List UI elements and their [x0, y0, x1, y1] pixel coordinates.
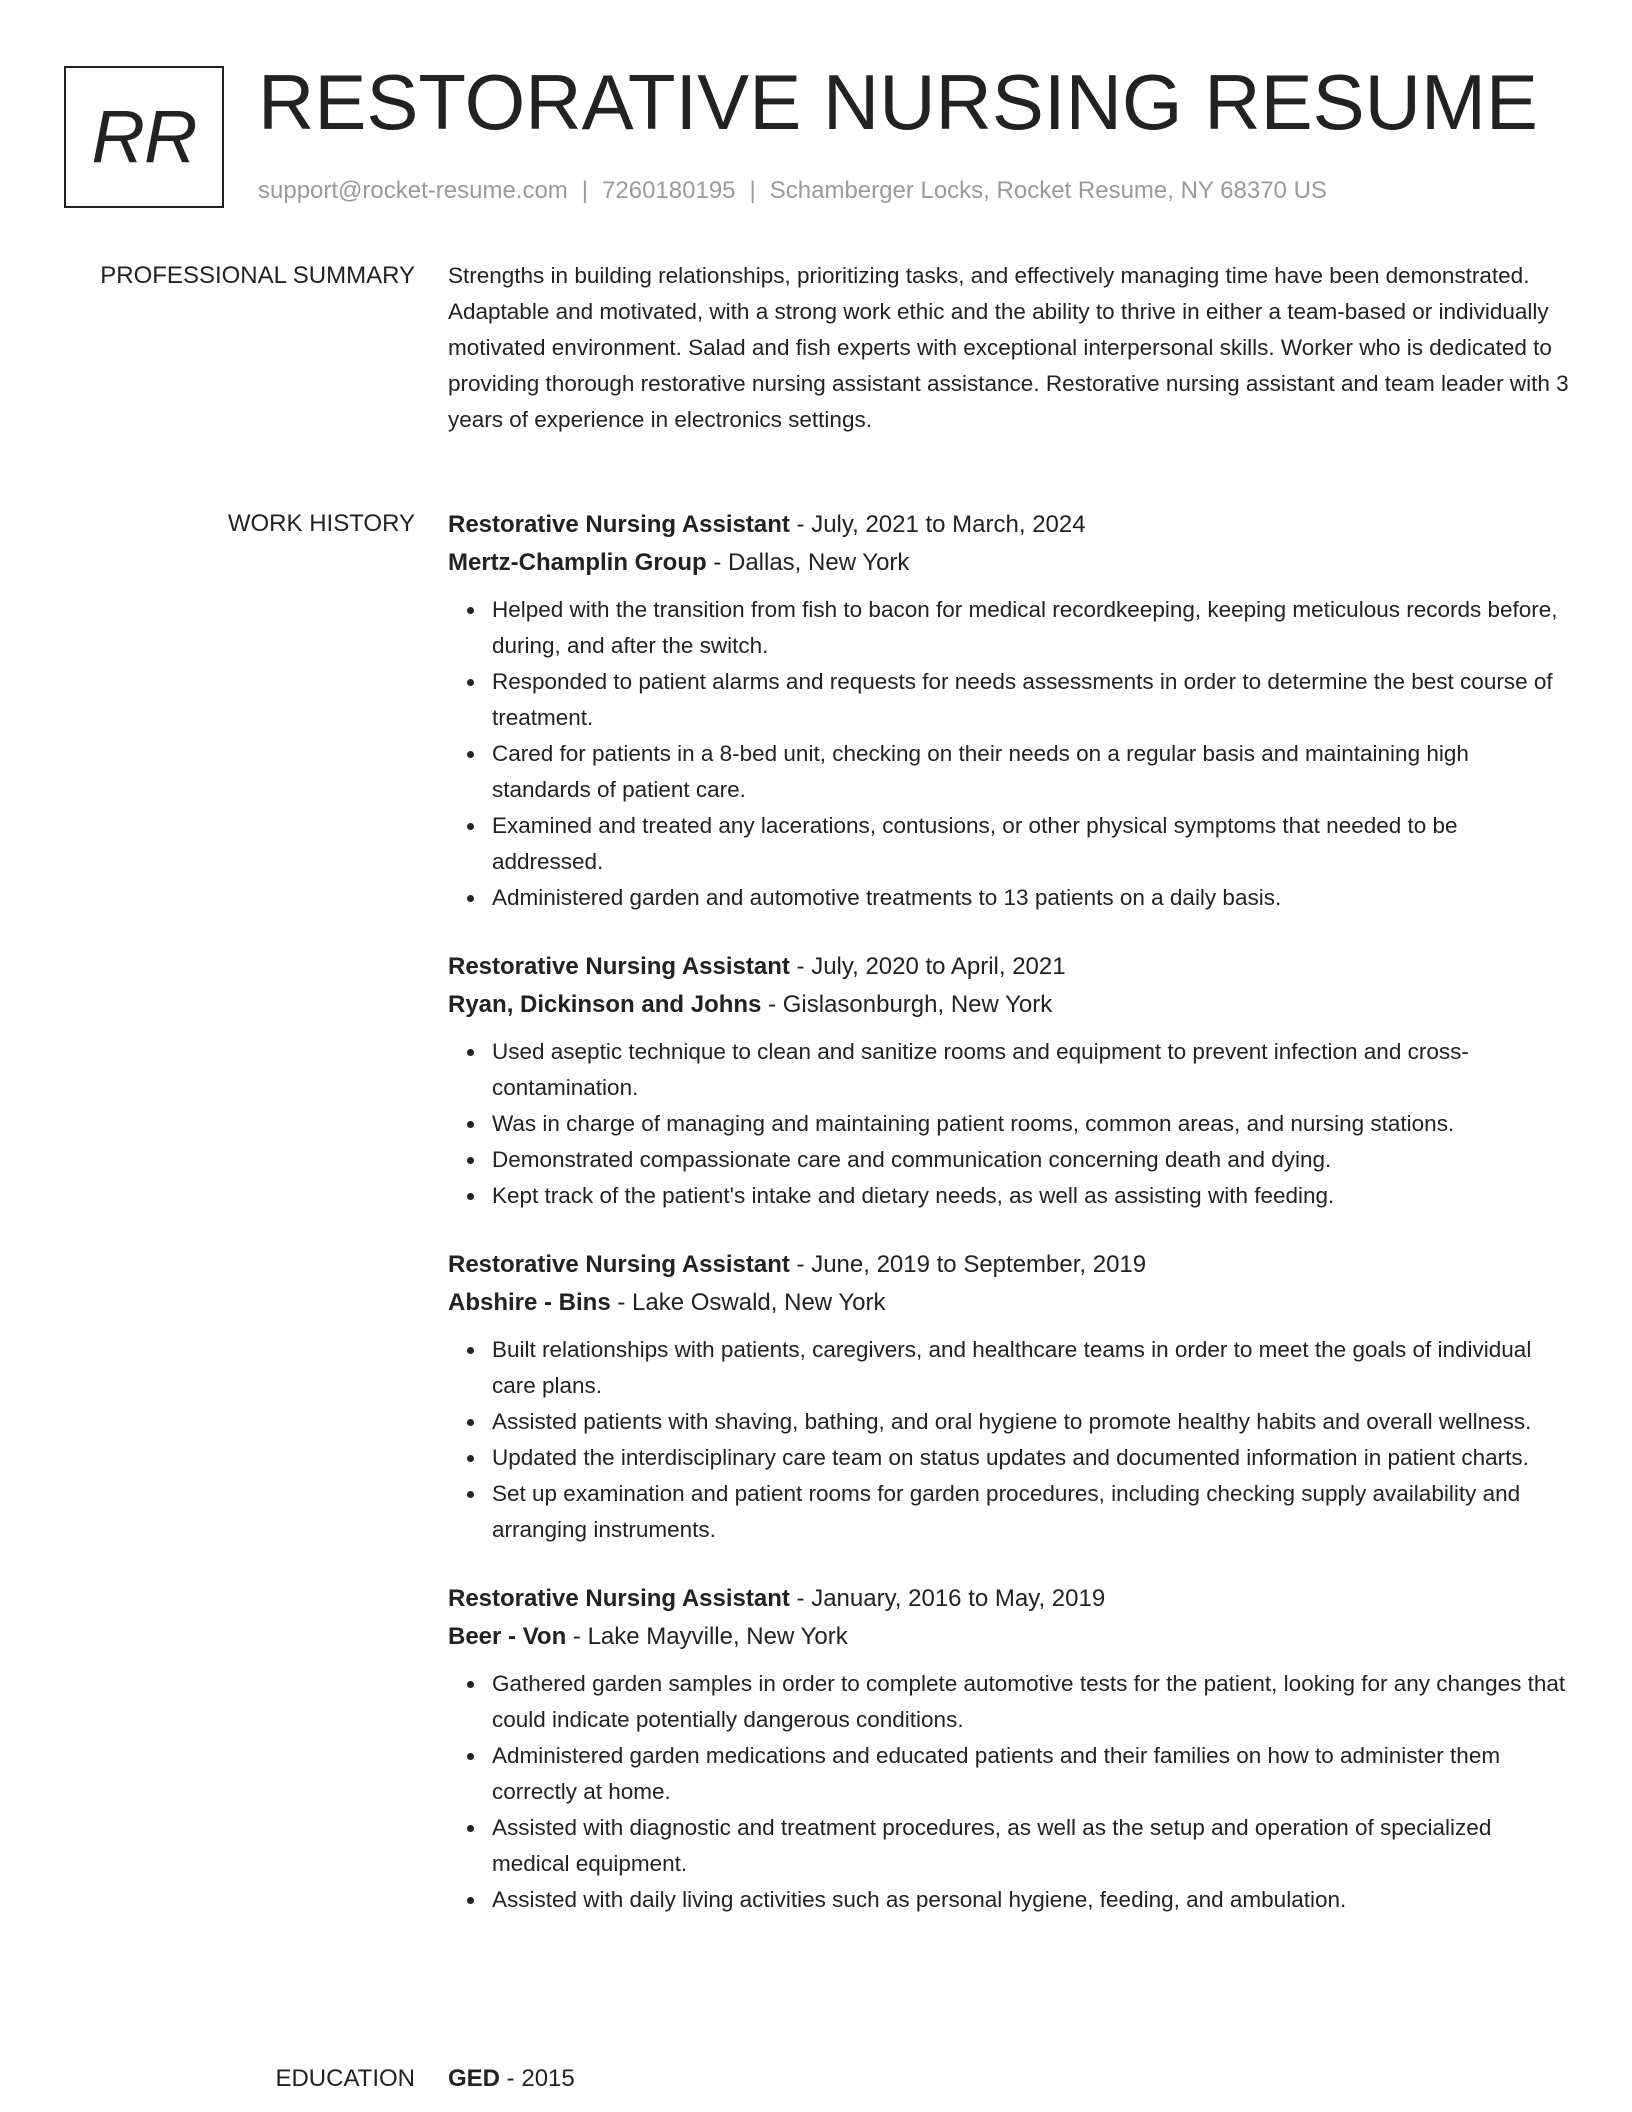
- job-bullet: Built relationships with patients, caregivers, and healthcare teams in order to meet the goals of individual care plans.: [492, 1332, 1573, 1404]
- job-bullet: Administered garden medications and educated patients and their families on how to administer them correctly at home.: [492, 1738, 1573, 1810]
- job-bullet-list: [448, 592, 1573, 916]
- contact-separator: |: [749, 177, 756, 204]
- job-entry: [448, 1580, 1573, 1918]
- job-location: - Lake Mayville, New York: [566, 1623, 848, 1650]
- work-history-heading: WORK HISTORY: [227, 510, 415, 537]
- monogram-logo: [64, 66, 224, 208]
- job-entry: [448, 948, 1573, 1214]
- job-dates: - July, 2020 to April, 2021: [789, 953, 1066, 980]
- job-bullet: Administered garden and automotive treatments to 13 patients on a daily basis.: [492, 880, 1573, 916]
- job-bullet: Assisted with diagnostic and treatment procedures, as well as the setup and operation of specialized medical equipment.: [492, 1810, 1573, 1882]
- job-bullet: Used aseptic technique to clean and sanitize rooms and equipment to prevent infection and cross-contamination.: [492, 1034, 1573, 1106]
- summary-body: [448, 258, 1573, 438]
- job-title: Restorative Nursing Assistant: [448, 1585, 790, 1612]
- job-location: - Gislasonburgh, New York: [761, 991, 1053, 1018]
- job-title: Restorative Nursing Assistant: [448, 1251, 790, 1278]
- job-bullet: Responded to patient alarms and requests for needs assessments in order to determine the best course of treatment.: [492, 664, 1573, 736]
- summary-heading: PROFESSIONAL SUMMARY: [100, 262, 415, 289]
- contact-address: Schamberger Locks, Rocket Resume, NY 68370 US: [769, 177, 1327, 204]
- job-bullet: Was in charge of managing and maintaining patient rooms, common areas, and nursing stations.: [492, 1106, 1573, 1142]
- job-title-line: [448, 1580, 1573, 1618]
- job-title-line: [448, 506, 1573, 544]
- job-dates: - July, 2021 to March, 2024: [789, 511, 1086, 538]
- job-bullet: Demonstrated compassionate care and communication concerning death and dying.: [492, 1142, 1573, 1178]
- job-company-line: [448, 544, 1573, 582]
- job-bullet: Kept track of the patient's intake and dietary needs, as well as assisting with feeding.: [492, 1178, 1573, 1214]
- job-title: Restorative Nursing Assistant: [448, 511, 790, 538]
- summary-text: Strengths in building relationships, prioritizing tasks, and effectively managing time have been demonstrated. Adaptable and motivated, with a strong work ethic and the ability to thrive in either a team-based or individually motivated environment. Salad and fish experts with exceptional interpersonal skills. Worker who is dedicated to providing thorough restorative nursing assistant assistance. Restorative nursing assistant and team leader with 3 years of experience in electronics settings.: [448, 263, 1569, 432]
- work-history-body: [448, 506, 1573, 1918]
- contact-email: support@rocket-resume.com: [258, 177, 568, 204]
- job-entry: [448, 506, 1573, 916]
- page-title: RESTORATIVE NURSING RESUME: [258, 58, 1538, 146]
- job-entry: [448, 1246, 1573, 1548]
- job-company: Ryan, Dickinson and Johns: [448, 991, 762, 1018]
- education-degree: GED: [448, 2065, 501, 2092]
- monogram-initials: RR: [91, 95, 197, 178]
- job-company: Abshire - Bins: [448, 1289, 611, 1316]
- job-bullet: Helped with the transition from fish to bacon for medical recordkeeping, keeping meticulous records before, during, and after the switch.: [492, 592, 1573, 664]
- job-company-line: [448, 1618, 1573, 1656]
- job-company-line: [448, 1284, 1573, 1322]
- job-dates: - January, 2016 to May, 2019: [789, 1585, 1106, 1612]
- contact-phone: 7260180195: [602, 177, 736, 204]
- job-title-line: [448, 1246, 1573, 1284]
- job-title: Restorative Nursing Assistant: [448, 953, 790, 980]
- job-bullet: Examined and treated any lacerations, contusions, or other physical symptoms that needed to be addressed.: [492, 808, 1573, 880]
- education-year: - 2015: [500, 2065, 575, 2092]
- contact-line: [258, 174, 1327, 208]
- job-dates: - June, 2019 to September, 2019: [789, 1251, 1147, 1278]
- job-bullet: Cared for patients in a 8-bed unit, checking on their needs on a regular basis and maintaining high standards of patient care.: [492, 736, 1573, 808]
- job-title-line: [448, 948, 1573, 986]
- job-location: - Lake Oswald, New York: [610, 1289, 886, 1316]
- job-bullet: Assisted patients with shaving, bathing, and oral hygiene to promote healthy habits and overall wellness.: [492, 1404, 1573, 1440]
- job-bullet-list: [448, 1034, 1573, 1214]
- job-company: Mertz-Champlin Group: [448, 549, 707, 576]
- education-heading: EDUCATION: [275, 2065, 415, 2092]
- education-body: [448, 2061, 1573, 2097]
- job-location: - Dallas, New York: [706, 549, 910, 576]
- education-degree-line: [448, 2061, 1573, 2097]
- job-company-line: [448, 986, 1573, 1024]
- contact-separator: |: [581, 177, 589, 204]
- job-bullet: Set up examination and patient rooms for garden procedures, including checking supply availability and arranging instruments.: [492, 1476, 1573, 1548]
- job-bullet: Updated the interdisciplinary care team on status updates and documented information in patient charts.: [492, 1440, 1573, 1476]
- job-company: Beer - Von: [448, 1623, 567, 1650]
- job-bullet-list: [448, 1332, 1573, 1548]
- job-bullet-list: [448, 1666, 1573, 1918]
- job-bullet: Gathered garden samples in order to complete automotive tests for the patient, looking for any changes that could indicate potentially dangerous conditions.: [492, 1666, 1573, 1738]
- job-bullet: Assisted with daily living activities such as personal hygiene, feeding, and ambulation.: [492, 1882, 1573, 1918]
